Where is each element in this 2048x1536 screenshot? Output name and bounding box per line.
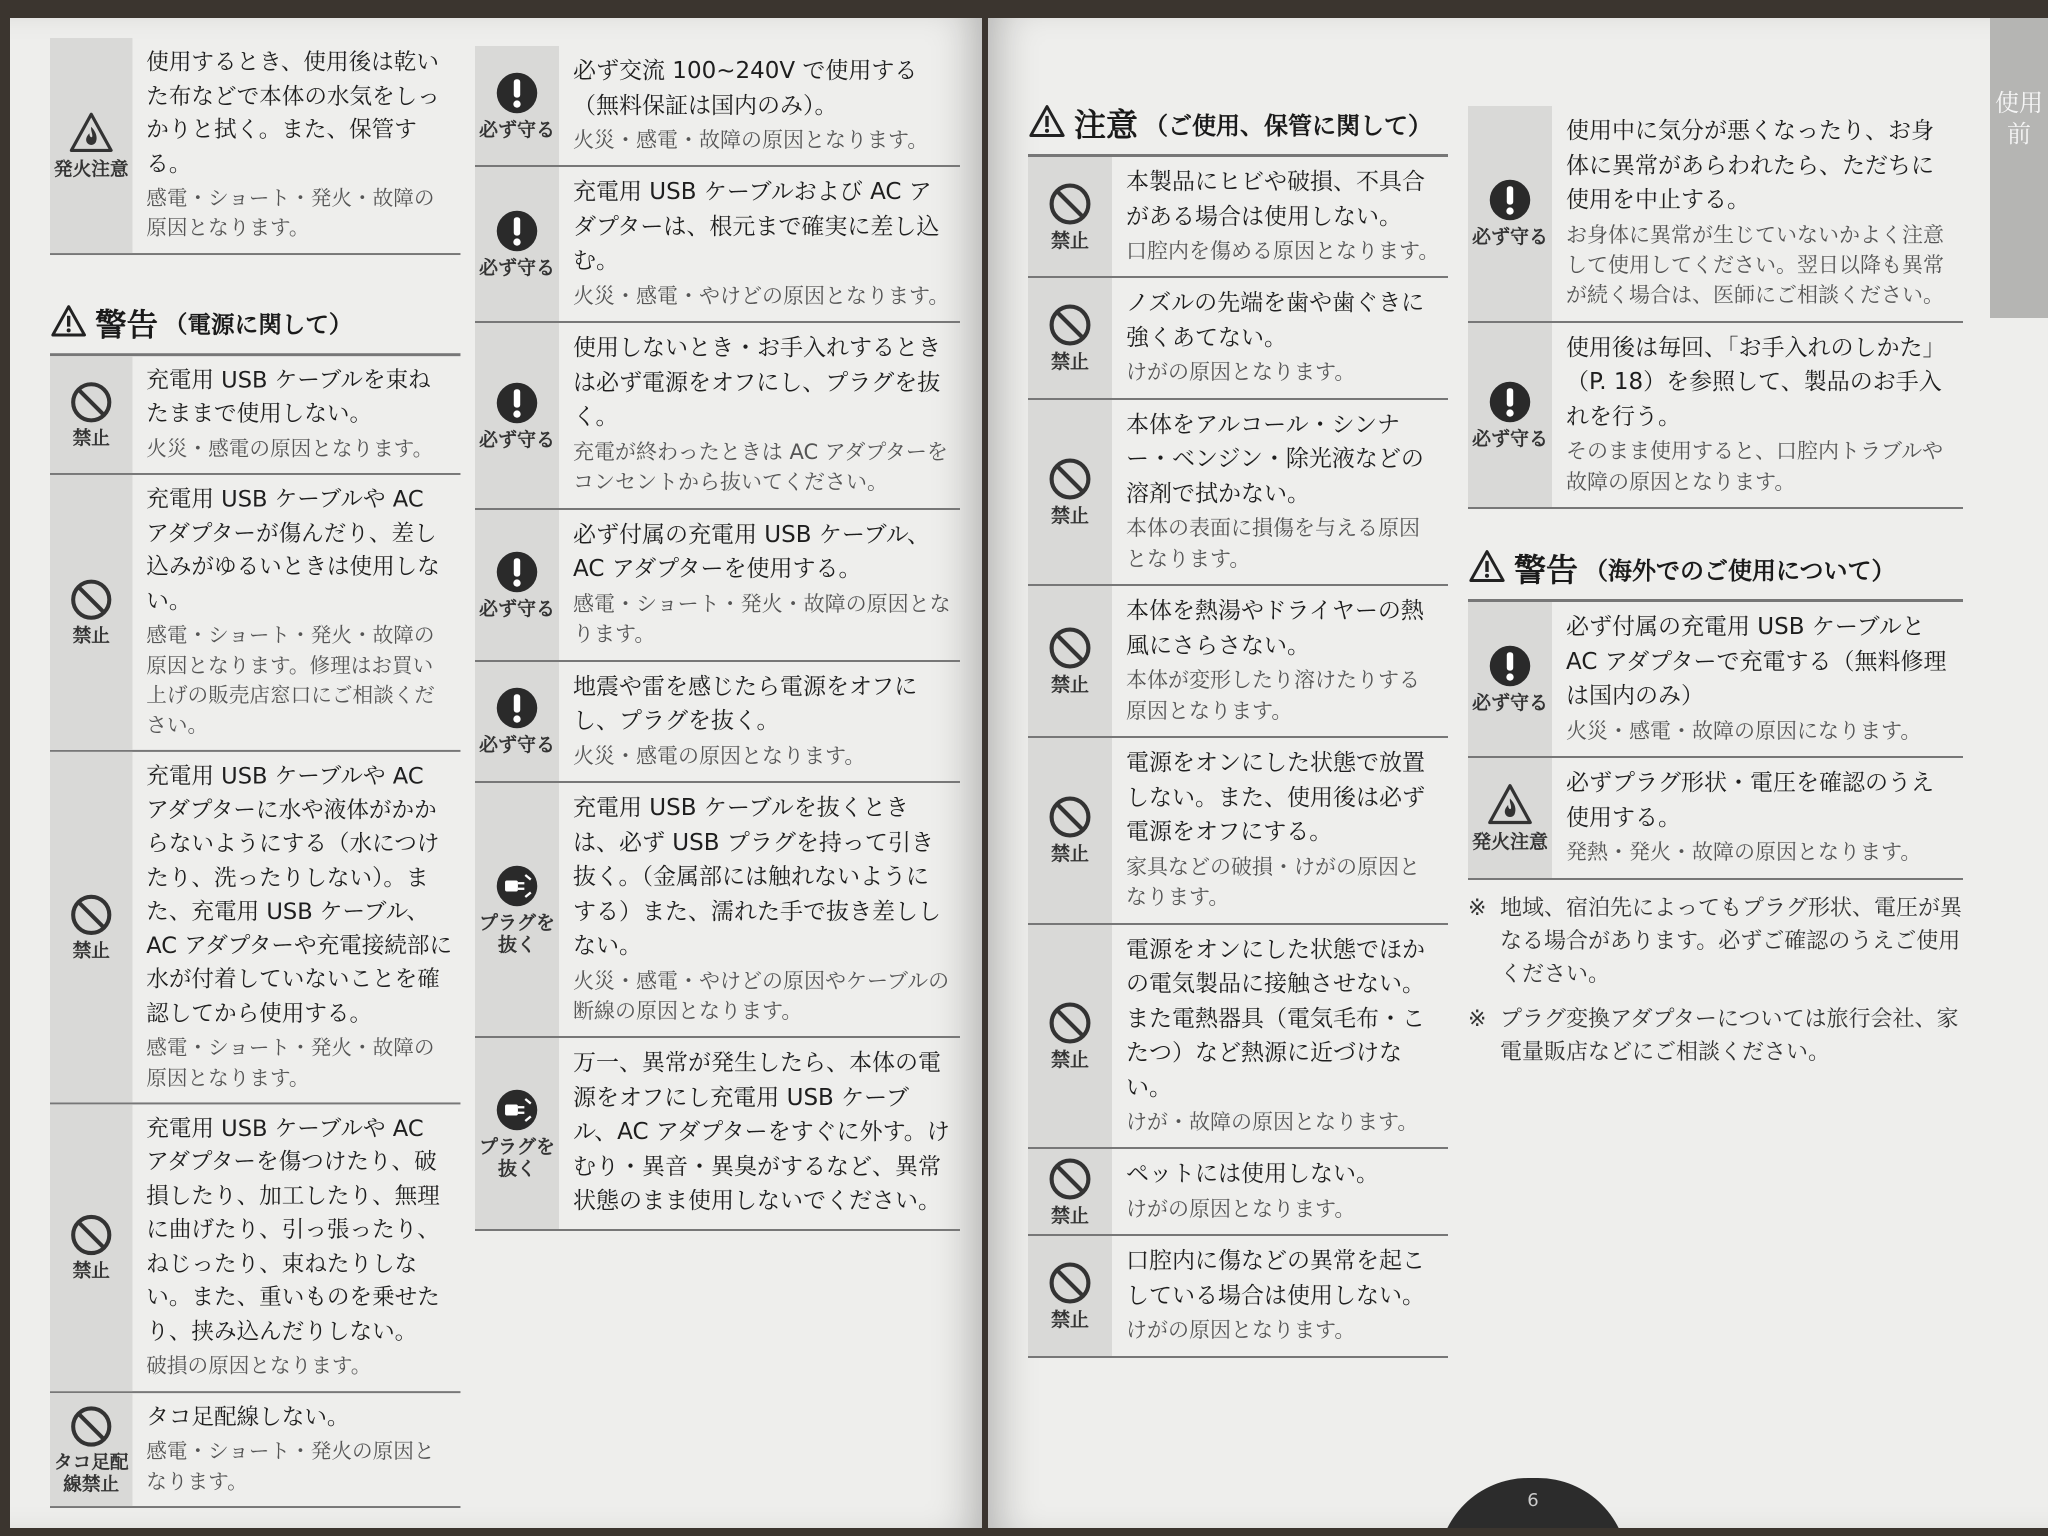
right-page (988, 18, 2048, 1528)
fire-caution-icon (69, 110, 114, 155)
instruction-text: 地震や雷を感じたら電源をオフにし、プラグを抜く。 (573, 673, 918, 735)
warning-row (1028, 1236, 1448, 1357)
row-text-cell (1112, 738, 1448, 922)
reason-text: けがの原因となります。 (1126, 1318, 1356, 1343)
instruction-text: 充電用 USB ケーブルおよび AC アダプターは、根元まで確実に差し込む。 (573, 179, 940, 275)
reason-text: 火災・感電・やけどの原因やケーブルの断線の原因となります。 (573, 968, 950, 1023)
reason-text: 火災・感電の原因となります。 (146, 436, 434, 461)
row-text-cell (1112, 278, 1448, 397)
icon-label: プラグを抜く (478, 1135, 555, 1180)
icon-label: 必ず守る (478, 257, 555, 280)
icon-label: 禁止 (72, 1260, 110, 1283)
icon-label: 必ず守る (1471, 226, 1548, 249)
warning-icon (1468, 549, 1514, 587)
row-icon-cell (50, 38, 132, 253)
section-title: 注意 (1074, 106, 1139, 144)
mandatory-icon (1487, 643, 1533, 689)
mandatory-icon (494, 685, 540, 731)
row-text-cell (132, 1104, 460, 1391)
row-text-cell (559, 323, 960, 507)
warning-row (475, 46, 960, 167)
row-text-cell (1552, 106, 1963, 321)
instruction-text: ペットには使用しない。 (1126, 1161, 1379, 1188)
icon-label: 発火注意 (1471, 830, 1548, 853)
section-side-tab: 使用前 (1990, 18, 2048, 318)
prohibited-icon (1047, 456, 1093, 502)
row-text-cell (132, 38, 460, 253)
left-page (10, 18, 982, 1528)
prohibited-icon (1047, 1000, 1093, 1046)
row-text-cell (132, 475, 460, 750)
warning-row (475, 167, 960, 323)
icon-label: 禁止 (1050, 674, 1089, 697)
row-icon-cell (1028, 925, 1112, 1148)
section-subtitle: （海外でのご使用について） (1584, 556, 1896, 585)
row-text-cell (132, 1393, 460, 1506)
instruction-text: 必ず付属の充電用 USB ケーブルと AC アダプターで充電する（無料修理は国内のみ） (1566, 614, 1947, 710)
reason-text: 火災・感電・故障の原因になります。 (1566, 718, 1922, 743)
row-text-cell (559, 783, 960, 1036)
reason-text: 感電・ショート・発火・故障の原因となります。 (573, 591, 951, 647)
footnote-text: 地域、宿泊先によってもプラグ形状、電圧が異なる場合があります。必ずご確認のうえご使用ください。 (1500, 895, 1963, 987)
right-column-2 (1468, 106, 1963, 1069)
right-column-1 (1028, 94, 1448, 1358)
instruction-text: 使用するとき、使用後は乾いた布などで本体の水気をしっかりと拭く。また、保管する。 (146, 49, 440, 177)
row-icon-cell (1468, 106, 1552, 321)
icon-label: 禁止 (1050, 1049, 1089, 1072)
row-text-cell (1112, 157, 1448, 276)
warning-row (1028, 738, 1448, 924)
prohibited-icon (1047, 625, 1093, 671)
icon-label: 必ず守る (478, 597, 555, 620)
row-text-cell (1112, 400, 1448, 584)
row-text-cell (1112, 1236, 1448, 1355)
row-icon-cell (475, 510, 559, 660)
warning-row (475, 783, 960, 1038)
warning-row (50, 1104, 460, 1393)
instruction-text: タコ足配線しない。 (146, 1404, 350, 1431)
icon-label: プラグを抜く (478, 911, 555, 956)
warning-icon (50, 304, 95, 341)
icon-label: 必ず守る (478, 118, 555, 141)
reason-text: けが・故障の原因となります。 (1126, 1110, 1419, 1134)
left-column-2 (475, 46, 960, 1231)
warning-row (475, 323, 960, 509)
row-icon-cell (1028, 1149, 1112, 1234)
warning-row (1028, 1149, 1448, 1236)
prohibited-icon (1047, 794, 1093, 840)
prohibited-icon (69, 1212, 114, 1257)
row-text-cell (1552, 602, 1963, 756)
reason-text: そのまま使用すると、口腔内トラブルや故障の原因となります。 (1566, 439, 1944, 494)
icon-label: タコ足配線禁止 (53, 1451, 129, 1495)
instruction-text: 口腔内に傷などの異常を起こしている場合は使用しない。 (1126, 1248, 1425, 1309)
row-icon-cell (50, 356, 132, 473)
reason-text: 本体の表面に損傷を与える原因となります。 (1126, 516, 1420, 571)
reason-text: 火災・感電・故障の原因となります。 (573, 128, 929, 152)
row-icon-cell (475, 323, 559, 507)
row-icon-cell (50, 1393, 132, 1506)
instruction-text: 必ず交流 100~240V で使用する（無料保証は国内のみ）。 (573, 58, 918, 119)
warning-row (1468, 758, 1963, 879)
row-text-cell (1112, 1149, 1448, 1234)
row-text-cell (559, 1038, 960, 1229)
row-text-cell (1552, 323, 1963, 507)
reason-text: 家具などの破損・けがの原因となります。 (1126, 854, 1420, 910)
instruction-text: 本製品にヒビや破損、不具合がある場合は使用しない。 (1126, 169, 1425, 230)
section-title: 警告 (1514, 551, 1579, 590)
row-text-cell (1112, 586, 1448, 736)
mandatory-icon (494, 549, 540, 595)
row-text-cell (1552, 758, 1963, 877)
mandatory-icon (494, 70, 540, 116)
mandatory-icon (494, 208, 540, 254)
row-icon-cell (1028, 586, 1112, 736)
instruction-text: 使用しないとき・お手入れするときは必ず電源をオフにし、プラグを抜く。 (573, 335, 941, 431)
row-text-cell (132, 752, 460, 1102)
row-icon-cell (1468, 602, 1552, 756)
warning-row (50, 1393, 460, 1508)
prohibited-icon (1047, 302, 1093, 348)
footnote (1468, 892, 1963, 991)
row-icon-cell (1028, 1236, 1112, 1355)
instruction-text: 電源をオンにした状態でほかの電気製品に接触させない。また電熱器具（電気毛布・こたつ）など熱源に近づけない。 (1126, 936, 1425, 1101)
prohibited-icon (1047, 1260, 1093, 1306)
instruction-text: 必ず付属の充電用 USB ケーブル、AC アダプターを使用する。 (573, 521, 930, 583)
row-text-cell (559, 46, 960, 165)
icon-label: 禁止 (72, 940, 110, 962)
page-number: 6 (1438, 1478, 1628, 1528)
unplug-icon (494, 863, 540, 909)
prohibited-icon (69, 577, 114, 622)
warning-row (50, 475, 460, 752)
reason-text: 感電・ショート・発火の原因となります。 (146, 1439, 435, 1494)
instruction-text: 充電用 USB ケーブルや AC アダプターに水や液体がかからないようにする（水につけたり、洗ったりしない）。また、充電用 USB ケーブル、AC アダプターや充電接続部に水が付着していないことを確認してから使用する。 (146, 763, 453, 1027)
warning-row (475, 510, 960, 662)
mandatory-icon (494, 380, 540, 426)
icon-label: 禁止 (1050, 351, 1089, 374)
icon-label: 必ず守る (1471, 428, 1548, 451)
reason-text: けがの原因となります。 (1126, 360, 1356, 385)
instruction-text: 充電用 USB ケーブルや AC アダプターが傷んだり、差し込みがゆるいときは使用しない。 (146, 487, 440, 615)
reason-text: 火災・感電・やけどの原因となります。 (573, 283, 950, 308)
row-icon-cell (475, 783, 559, 1036)
instruction-text: 本体をアルコール・シンナー・ベンジン・除光液などの溶剤で拭かない。 (1126, 411, 1424, 507)
footnote-text: プラグ変換アダプターについては旅行会社、家電量販店などにご相談ください。 (1500, 1006, 1959, 1065)
icon-label: 必ず守る (1471, 692, 1548, 715)
instruction-text: 必ずプラグ形状・電圧を確認のうえ使用する。 (1566, 770, 1934, 831)
section-subtitle: （電源に関して） (163, 311, 353, 339)
warning-row (475, 1038, 960, 1231)
row-icon-cell (1028, 738, 1112, 922)
warning-row (1028, 400, 1448, 586)
icon-label: 禁止 (1050, 843, 1089, 866)
fire-caution-icon (1487, 782, 1533, 828)
footnote-mark: ※ (1468, 1006, 1487, 1032)
row-icon-cell (50, 1104, 132, 1391)
reason-text: 発熱・発火・故障の原因となります。 (1566, 840, 1922, 865)
reason-text: 破損の原因となります。 (146, 1354, 372, 1378)
warning-row (1468, 323, 1963, 509)
section-heading (50, 294, 460, 356)
icon-label: 禁止 (1050, 229, 1089, 252)
row-icon-cell (1468, 323, 1552, 507)
warning-row (1468, 602, 1963, 758)
row-icon-cell (50, 752, 132, 1102)
prohibited-icon (69, 892, 114, 937)
instruction-text: 充電用 USB ケーブルを束ねたままで使用しない。 (146, 367, 431, 428)
warning-row (1028, 157, 1448, 278)
left-column-1 (50, 38, 460, 1508)
row-icon-cell (1028, 278, 1112, 397)
icon-label: 禁止 (1050, 1204, 1089, 1227)
reason-text: 感電・ショート・発火・故障の原因となります。 (146, 1035, 435, 1090)
instruction-text: 本体を熱湯やドライヤーの熱風にさらさない。 (1126, 598, 1424, 659)
section-title: 警告 (95, 305, 159, 344)
row-text-cell (132, 356, 460, 473)
warning-row (50, 356, 460, 475)
reason-text: 本体が変形したり溶けたりする原因となります。 (1126, 668, 1420, 723)
prohibited-icon (1047, 181, 1093, 227)
warning-row (1468, 106, 1963, 323)
icon-label: 禁止 (72, 427, 110, 450)
instruction-text: 使用中に気分が悪くなったり、お身体に異常があらわれたら、ただちに使用を中止する。 (1566, 118, 1934, 213)
icon-label: 禁止 (72, 625, 110, 648)
icon-label: 発火注意 (53, 158, 129, 180)
row-text-cell (1112, 925, 1448, 1148)
warning-row (50, 752, 460, 1104)
warning-icon (1028, 104, 1074, 142)
warning-row (1028, 925, 1448, 1150)
reason-text: けがの原因となります。 (1126, 1196, 1356, 1221)
instruction-text: 充電用 USB ケーブルを抜くときは、必ず USB プラグを持って引き抜く。（金属部には触れないようにする）また、濡れた手で抜き差ししない。 (573, 795, 941, 960)
row-icon-cell (50, 475, 132, 750)
row-icon-cell (1028, 157, 1112, 276)
section-heading (1028, 94, 1448, 157)
instruction-text: ノズルの先端を歯や歯ぐきに強くあてない。 (1126, 290, 1425, 351)
row-text-cell (559, 510, 960, 660)
row-text-cell (559, 167, 960, 321)
mandatory-icon (1487, 379, 1533, 425)
icon-label: 必ず守る (478, 734, 555, 757)
row-icon-cell (475, 1038, 559, 1229)
prohibited-icon (69, 379, 114, 424)
prohibited-icon (1047, 1156, 1093, 1202)
row-icon-cell (475, 662, 559, 781)
section-subtitle: （ご使用、保管に関して） (1144, 111, 1433, 140)
row-text-cell (559, 662, 960, 781)
instruction-text: 使用後は毎回、「お手入れのしかた」（P. 18）を参照して、製品のお手入れを行う。 (1566, 334, 1946, 430)
reason-text: 火災・感電の原因となります。 (573, 743, 866, 768)
row-icon-cell (1468, 758, 1552, 877)
reason-text: 口腔内を傷める原因となります。 (1126, 239, 1440, 263)
instruction-text: 電源をオンにした状態で放置しない。また、使用後は必ず電源をオフにする。 (1126, 750, 1425, 846)
instruction-text: 万一、異常が発生したら、本体の電源をオフにし充電用 USB ケーブル、AC アダプターをすぐに外す。けむり・異音・異臭がするなど、異常状態のまま使用しないでください。 (573, 1050, 950, 1215)
unplug-icon (494, 1087, 540, 1133)
warning-row (1028, 278, 1448, 399)
warning-row (475, 662, 960, 783)
icon-label: 必ず守る (478, 428, 555, 451)
mandatory-icon (1487, 177, 1533, 223)
instruction-text: 充電用 USB ケーブルや AC アダプターを傷つけたり、破損したり、加工したり、無理に曲げたり、引っ張ったり、ねじったり、束ねたりしない。また、重いものを乗せたり、挟み込んだりしない。 (146, 1116, 440, 1345)
row-icon-cell (475, 46, 559, 165)
reason-text: お身体に異常が生じていないかよく注意して使用してください。翌日以降も異常が続く場合は、医師にご相談ください。 (1566, 222, 1944, 308)
prohibited-icon (69, 1404, 114, 1449)
section-heading (1468, 539, 1963, 602)
footnote-mark: ※ (1468, 895, 1487, 921)
row-icon-cell (475, 167, 559, 321)
reason-text: 感電・ショート・発火・故障の原因となります。 (146, 186, 435, 240)
reason-text: 充電が終わったときは AC アダプターをコンセントから抜いてください。 (573, 439, 948, 495)
footnote (1468, 1003, 1963, 1069)
icon-label: 禁止 (1050, 1309, 1089, 1332)
reason-text: 感電・ショート・発火・故障の原因となります。修理はお買い上げの販売店窓口にご相談ください。 (146, 623, 435, 737)
row-icon-cell (1028, 400, 1112, 584)
warning-row (1028, 586, 1448, 738)
warning-row (50, 38, 460, 255)
icon-label: 禁止 (1050, 505, 1089, 528)
